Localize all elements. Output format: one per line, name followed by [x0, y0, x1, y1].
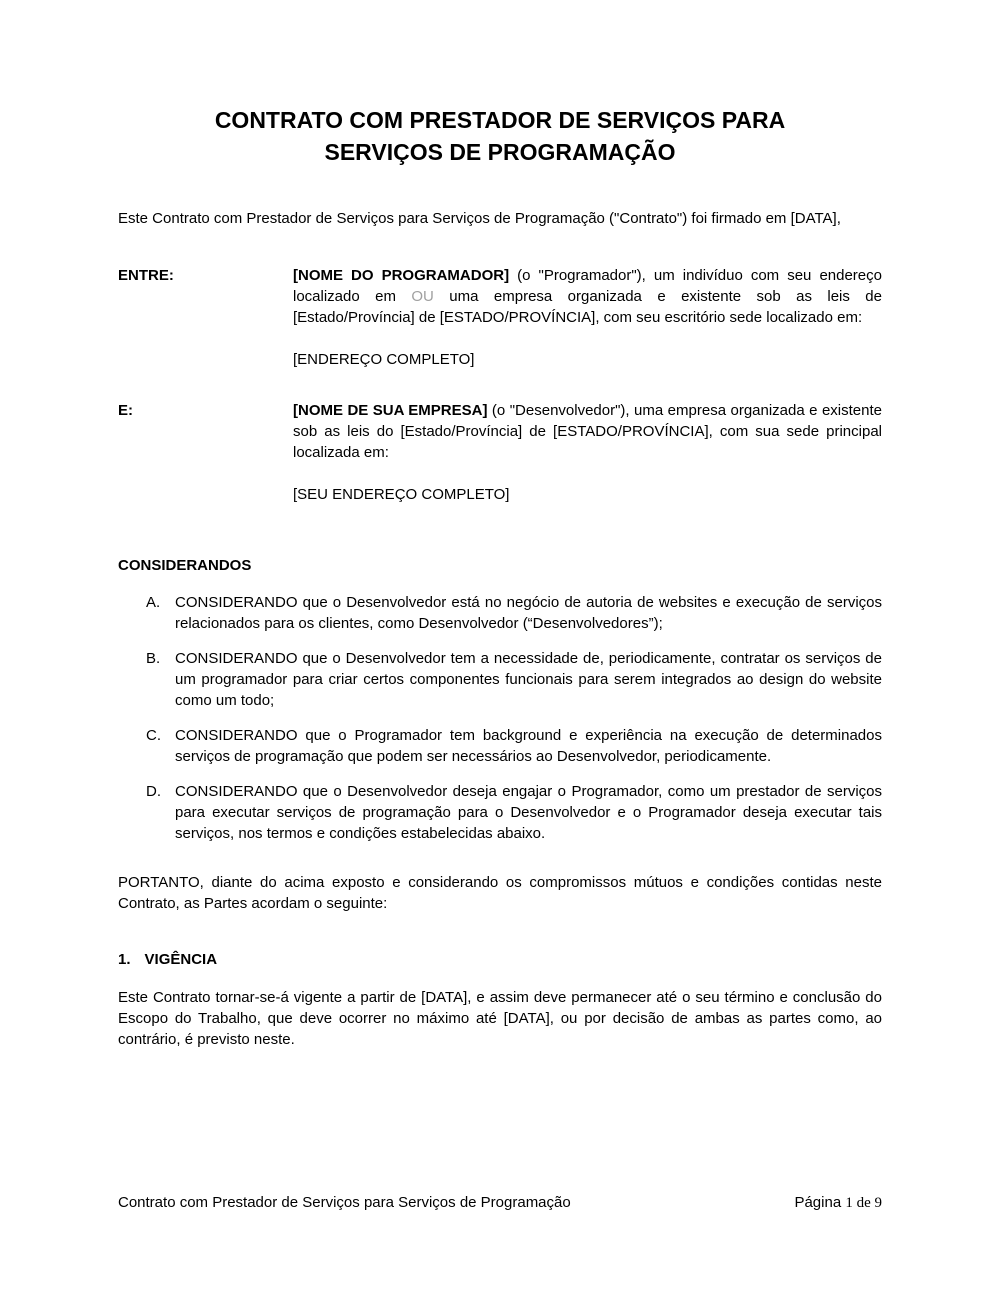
recital-letter-c: C.: [146, 727, 161, 744]
recitals-heading: CONSIDERANDOS: [118, 557, 252, 574]
document-content: [118, 104, 882, 1050]
party-entre-description: [293, 265, 882, 328]
recital-text-c: CONSIDERANDO que o Programador tem background e experiência na execução de determinados serviços de programação que podem ser necessários ao Desenvolvedor, periodicamente.: [175, 727, 882, 765]
document-title: [118, 104, 882, 168]
recital-text-a: CONSIDERANDO que o Desenvolvedor está no negócio de autoria de websites e execução de serviços relacionados para os clientes, como Desenvolvedor (“Desenvolvedores”);: [175, 594, 882, 632]
recital-letter-a: A.: [146, 594, 161, 611]
party-entre-text-1: (o "Programador"), um indivíduo com seu endereço localizado em: [293, 267, 882, 305]
recital-item-c: [118, 725, 882, 767]
programmer-name-placeholder: [NOME DO PROGRAMADOR]: [293, 267, 510, 284]
page-footer: [118, 1192, 882, 1214]
recital-letter-b: B.: [146, 650, 161, 667]
recital-text-d: CONSIDERANDO que o Desenvolvedor deseja engajar o Programador, como um prestador de serviços para executar serviços de programação para o Desenvolvedor e o Programador deseja executar tais serviços, nos termos e condições estabelecidas abaixo.: [175, 783, 882, 842]
section-1-body: Este Contrato tornar-se-á vigente a partir de [DATA], e assim deve permanecer até o seu término e conclusão do Escopo do Trabalho, que deve ocorrer no máximo até [DATA], ou por decisão de ambas as partes como, ao contrário, é previsto neste.: [118, 989, 882, 1048]
party-e-address: [SEU ENDEREÇO COMPLETO]: [293, 486, 510, 503]
party-entre-address: [ENDEREÇO COMPLETO]: [293, 351, 475, 368]
party-e-description: [293, 400, 882, 463]
party-e-body: [293, 400, 882, 505]
party-e-label: E:: [118, 402, 133, 419]
party-entre-label: ENTRE:: [118, 267, 174, 284]
document-title-line1: CONTRATO COM PRESTADOR DE SERVIÇOS PARA: [214, 107, 786, 133]
party-e: [118, 400, 882, 505]
party-entre-body: [293, 265, 882, 370]
section-1-heading: [118, 949, 882, 970]
recital-letter-d: D.: [146, 783, 161, 800]
recital-text-b: CONSIDERANDO que o Desenvolvedor tem a necessidade de, periodicamente, contratar os serviços de um programador para criar certos componentes funcionais para serem integrados ao design do website como um todo;: [175, 650, 882, 709]
company-name-placeholder: [NOME DE SUA EMPRESA]: [293, 402, 488, 419]
recital-item-d: [118, 781, 882, 844]
or-word: OU: [411, 288, 434, 305]
section-1-number: 1.: [118, 951, 131, 968]
section-1-title: VIGÊNCIA: [144, 951, 218, 968]
footer-page-number: 1 de 9: [845, 1195, 882, 1211]
party-e-text: (o "Desenvolvedor"), uma empresa organizada e existente sob as leis do [Estado/Província] de [ESTADO/PROVÍNCIA], com sua sede principal localizada em:: [293, 402, 882, 461]
party-entre: [118, 265, 882, 370]
footer-page-label: Página: [794, 1194, 846, 1211]
footer-page-indicator: [794, 1192, 882, 1214]
recital-item-b: [118, 648, 882, 711]
intro-paragraph: Este Contrato com Prestador de Serviços para Serviços de Programação ("Contrato") foi firmado em [DATA],: [118, 210, 841, 227]
recital-item-a: [118, 592, 882, 634]
document-title-line2: SERVIÇOS DE PROGRAMAÇÃO: [324, 139, 676, 165]
party-entre-text-2: uma empresa organizada e existente sob as leis de [Estado/Província] de [ESTADO/PROVÍNCIA], com seu escritório sede localizado em:: [293, 288, 882, 326]
portanto-paragraph: PORTANTO, diante do acima exposto e considerando os compromissos mútuos e condições contidas neste Contrato, as Partes acordam o seguinte:: [118, 874, 882, 912]
footer-document-title: Contrato com Prestador de Serviços para Serviços de Programação: [118, 1194, 571, 1211]
